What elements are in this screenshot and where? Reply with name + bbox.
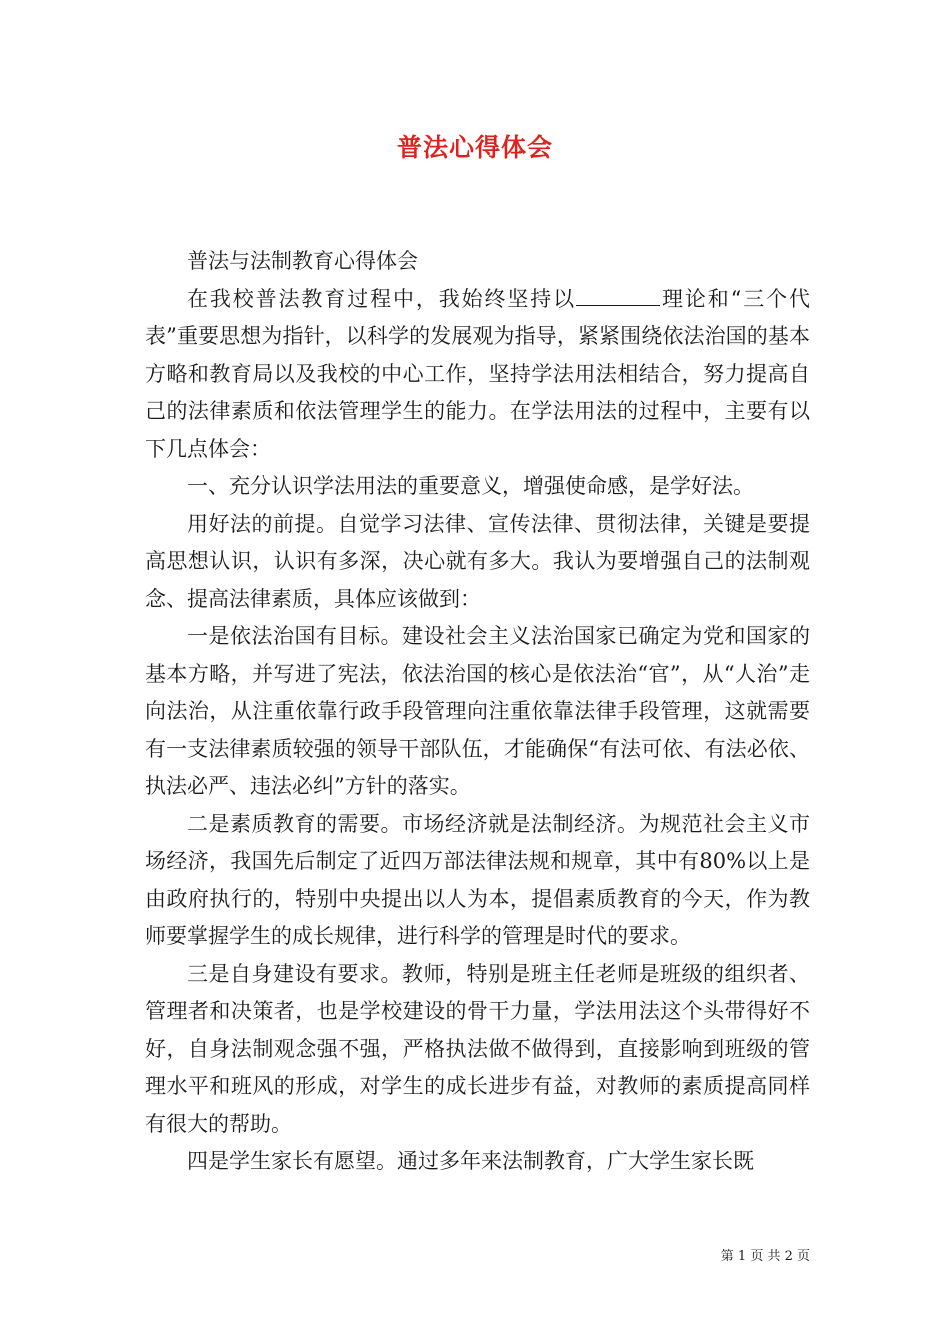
intro-paragraph [145,281,810,469]
document-body [145,243,810,1181]
paragraph: 二是素质教育的需要。市场经济就是法制经济。为规范社会主义市场经济，我国先后制定了近四万部法律法规和规章，其中有80%以上是由政府执行的，特别中央提出以人为本，提倡素质教育的今天，作为教师要掌握学生的成长规律，进行科学的管理是时代的要求。 [145,811,810,948]
subtitle-paragraph: 普法与法制教育心得体会 [187,249,418,273]
page-number: 第 1 页 共 2 页 [720,1249,810,1264]
paragraph: 一、充分认识学法用法的重要意义，增强使命感，是学好法。 [187,474,754,498]
paragraph: 三是自身建设有要求。教师，特别是班主任老师是班级的组织者、管理者和决策者，也是学校建设的骨干力量，学法用法这个头带得好不好，自身法制观念强不强，严格执法做不做得到，直接影响到班级的管理水平和班风的形成，对学生的成长进步有益，对教师的素质提高同样有很大的帮助。 [145,961,810,1136]
intro-text-end: 理论和“三个代表”重要思想为指针，以科学的发展观为指导，紧紧围绕依法治国的基本方略和教育局以及我校的中心工作，坚持学法用法相结合，努力提高自己的法律素质和依法管理学生的能力。在学法用法的过程中，主要有以下几点体会： [145,286,810,461]
paragraph: 四是学生家长有愿望。通过多年来法制教育，广大学生家长既 [187,1149,754,1173]
document-title: 普法心得体会 [396,133,553,162]
paragraph: 用好法的前提。自觉学习法律、宣传法律、贯彻法律，关键是要提高思想认识，认识有多深，决心就有多大。我认为要增强自己的法制观念、提高法律素质，具体应该做到： [145,511,810,611]
intro-text-start: 在我校普法教育过程中，我始终坚持以 [187,286,577,311]
fill-in-blank [576,287,660,306]
paragraph: 一是依法治国有目标。建设社会主义法治国家已确定为党和国家的基本方略，并写进了宪法，依法治国的核心是依法治“官”，从“人治”走向法治，从注重依靠行政手段管理向注重依靠法律手段管理，这就需要有一支法律素质较强的领导干部队伍，才能确保“有法可依、有法必依、执法必严、违法必纠”方针的落实。 [145,624,810,798]
